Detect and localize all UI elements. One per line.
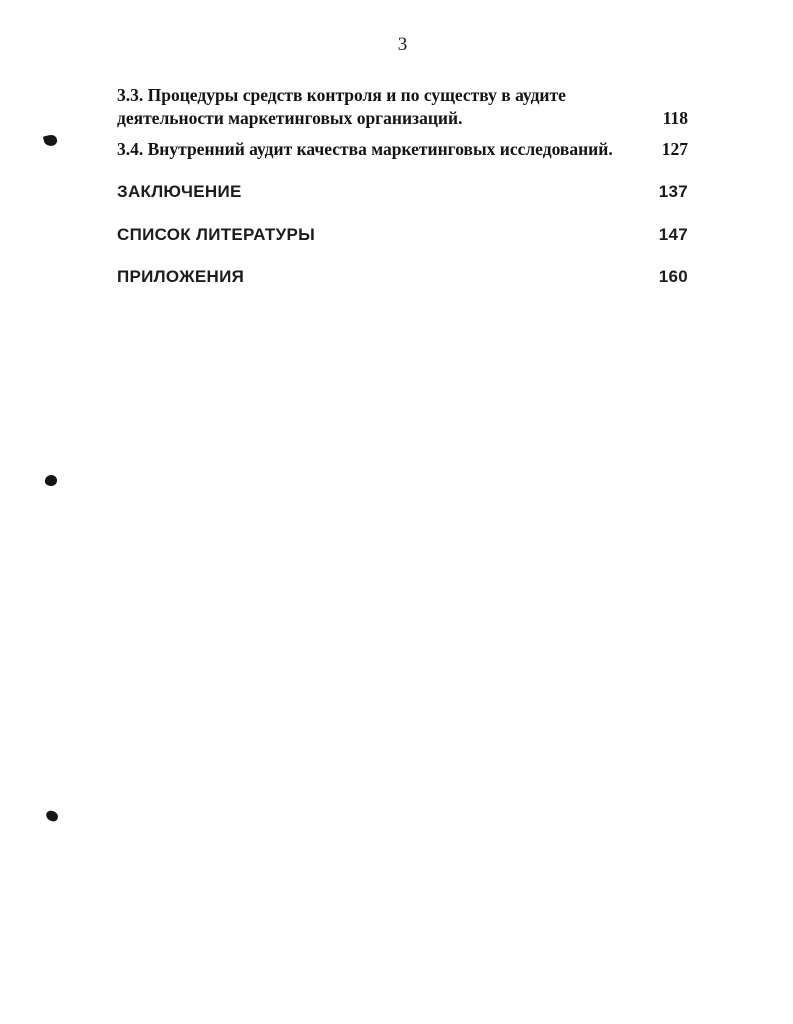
page-number: 3 — [397, 34, 408, 55]
toc-entry-page: 127 — [661, 139, 688, 159]
toc-entry-3-4 — [117, 138, 688, 161]
ink-speck-artifact — [44, 474, 57, 487]
toc-entry-conclusion — [117, 182, 688, 202]
toc-entry-page: 137 — [658, 182, 688, 201]
toc-entry-appendices — [117, 267, 688, 287]
toc-entry-page: 160 — [658, 267, 688, 286]
toc-entry-3-3 — [117, 84, 688, 130]
toc-entry-page: 147 — [658, 225, 688, 244]
toc-entry-page: 118 — [662, 108, 688, 128]
ink-speck-artifact — [45, 810, 59, 822]
toc-entry-bibliography — [117, 225, 688, 245]
toc-entry-title: 3.4. Внутренний аудит качества маркетинговых исследований. — [117, 139, 613, 159]
ink-speck-artifact — [43, 134, 58, 148]
toc-entry-title: СПИСОК ЛИТЕРАТУРЫ — [117, 225, 316, 244]
toc-entry-title: ПРИЛОЖЕНИЯ — [117, 267, 245, 286]
toc-entry-title: ЗАКЛЮЧЕНИЕ — [117, 182, 242, 201]
toc-entry-title: 3.3. Процедуры средств контроля и по существу в аудите деятельности маркетинговых организаций. — [117, 85, 566, 128]
